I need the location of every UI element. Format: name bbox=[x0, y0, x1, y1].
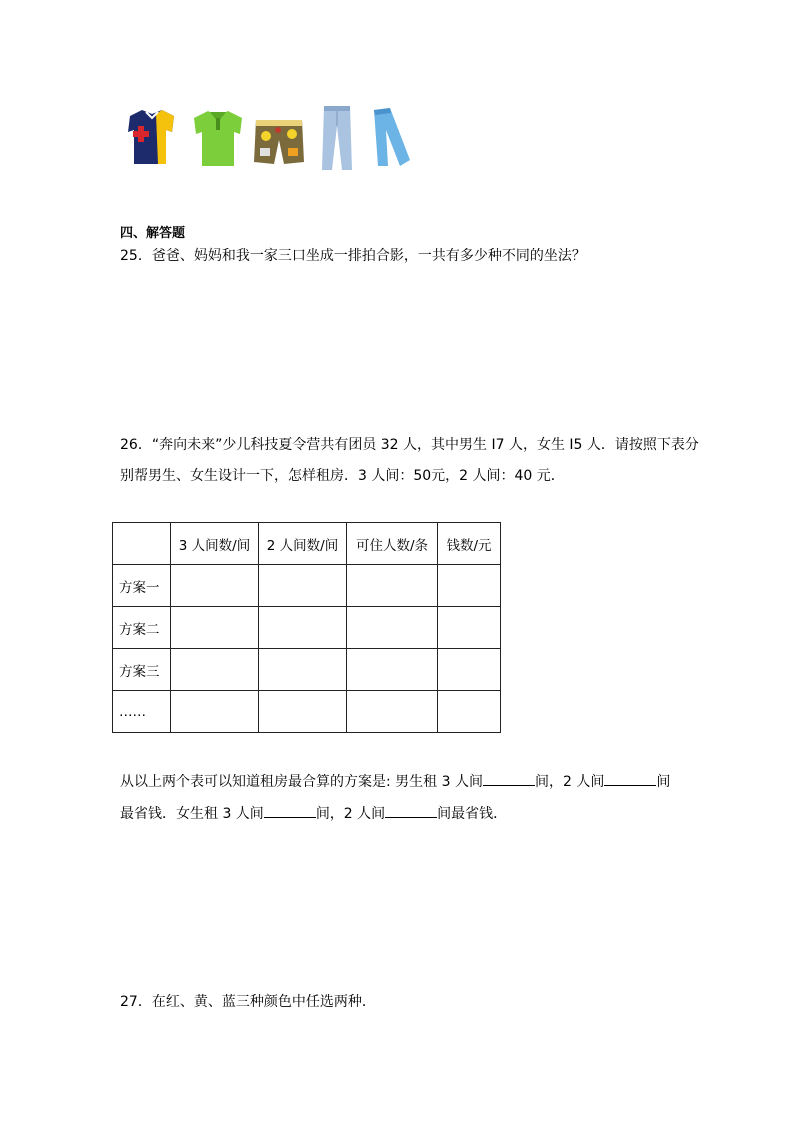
table-cell[interactable] bbox=[171, 565, 259, 607]
table-cell[interactable] bbox=[438, 607, 501, 649]
answer-blank-boys-3-room[interactable] bbox=[483, 771, 535, 786]
table-header-cell: 钱数/元 bbox=[438, 523, 501, 565]
row-label: 方案三 bbox=[113, 649, 171, 691]
section-heading: 四、解答题 bbox=[120, 226, 186, 241]
clothing-pictures bbox=[118, 104, 418, 174]
answer-blank-girls-3-room[interactable] bbox=[264, 803, 316, 818]
table-cell[interactable] bbox=[347, 691, 438, 733]
table-cell[interactable] bbox=[347, 607, 438, 649]
question-27: 27．在红、黄、蓝三种颜色中任选两种． bbox=[120, 994, 376, 1010]
table-cell[interactable] bbox=[171, 649, 259, 691]
table-cell[interactable] bbox=[438, 691, 501, 733]
question-25: 25．爸爸、妈妈和我一家三口坐成一排拍合影，一共有多少种不同的坐法？ bbox=[120, 248, 586, 264]
answer-line-2 bbox=[120, 803, 507, 824]
jeans-light-icon bbox=[322, 106, 352, 170]
row-label: 方案二 bbox=[113, 607, 171, 649]
table-cell[interactable] bbox=[259, 649, 347, 691]
answer-text: 间，2 人间 bbox=[315, 806, 386, 822]
table-row bbox=[113, 649, 501, 691]
shorts-patterned-icon bbox=[254, 120, 304, 164]
table-cell[interactable] bbox=[171, 607, 259, 649]
table-cell[interactable] bbox=[259, 691, 347, 733]
table-header-row bbox=[113, 523, 501, 565]
answer-text: 间最省钱． bbox=[437, 806, 508, 822]
plan-table bbox=[112, 522, 501, 733]
table-row bbox=[113, 565, 501, 607]
answer-text: 间，2 人间 bbox=[534, 774, 605, 790]
answer-text: 最省钱．女生租 3 人间 bbox=[120, 806, 264, 822]
table-cell[interactable] bbox=[259, 607, 347, 649]
polo-shirt-navy-yellow-icon bbox=[128, 110, 174, 164]
jeans-blue-icon bbox=[374, 108, 410, 166]
table-cell[interactable] bbox=[347, 649, 438, 691]
table-cell[interactable] bbox=[171, 691, 259, 733]
table-header-cell: 3 人间数/间 bbox=[171, 523, 259, 565]
question-26-line-2: 别帮男生、女生设计一下，怎样租房．3 人间：50元，2 人间：40 元． bbox=[120, 468, 565, 484]
table-cell[interactable] bbox=[347, 565, 438, 607]
row-label: …… bbox=[113, 691, 171, 733]
table-row bbox=[113, 691, 501, 733]
question-26-line-1: 26．“奔向未来”少儿科技夏令营共有团员 32 人，其中男生 I7 人，女生 I5 人．请按照下表分 bbox=[120, 437, 699, 453]
answer-text: 从以上两个表可以知道租房最合算的方案是: 男生租 3 人间 bbox=[120, 774, 483, 790]
table-cell[interactable] bbox=[438, 565, 501, 607]
table-cell[interactable] bbox=[438, 649, 501, 691]
answer-blank-boys-2-room[interactable] bbox=[604, 771, 656, 786]
table-header-cell bbox=[113, 523, 171, 565]
answer-text: 间 bbox=[656, 774, 671, 790]
table-cell[interactable] bbox=[259, 565, 347, 607]
polo-shirt-green-icon bbox=[194, 111, 242, 166]
table-header-cell: 可住人数/条 bbox=[347, 523, 438, 565]
table-header-cell: 2 人间数/间 bbox=[259, 523, 347, 565]
row-label: 方案一 bbox=[113, 565, 171, 607]
answer-blank-girls-2-room[interactable] bbox=[385, 803, 437, 818]
answer-line-1 bbox=[120, 771, 670, 792]
table-row bbox=[113, 607, 501, 649]
